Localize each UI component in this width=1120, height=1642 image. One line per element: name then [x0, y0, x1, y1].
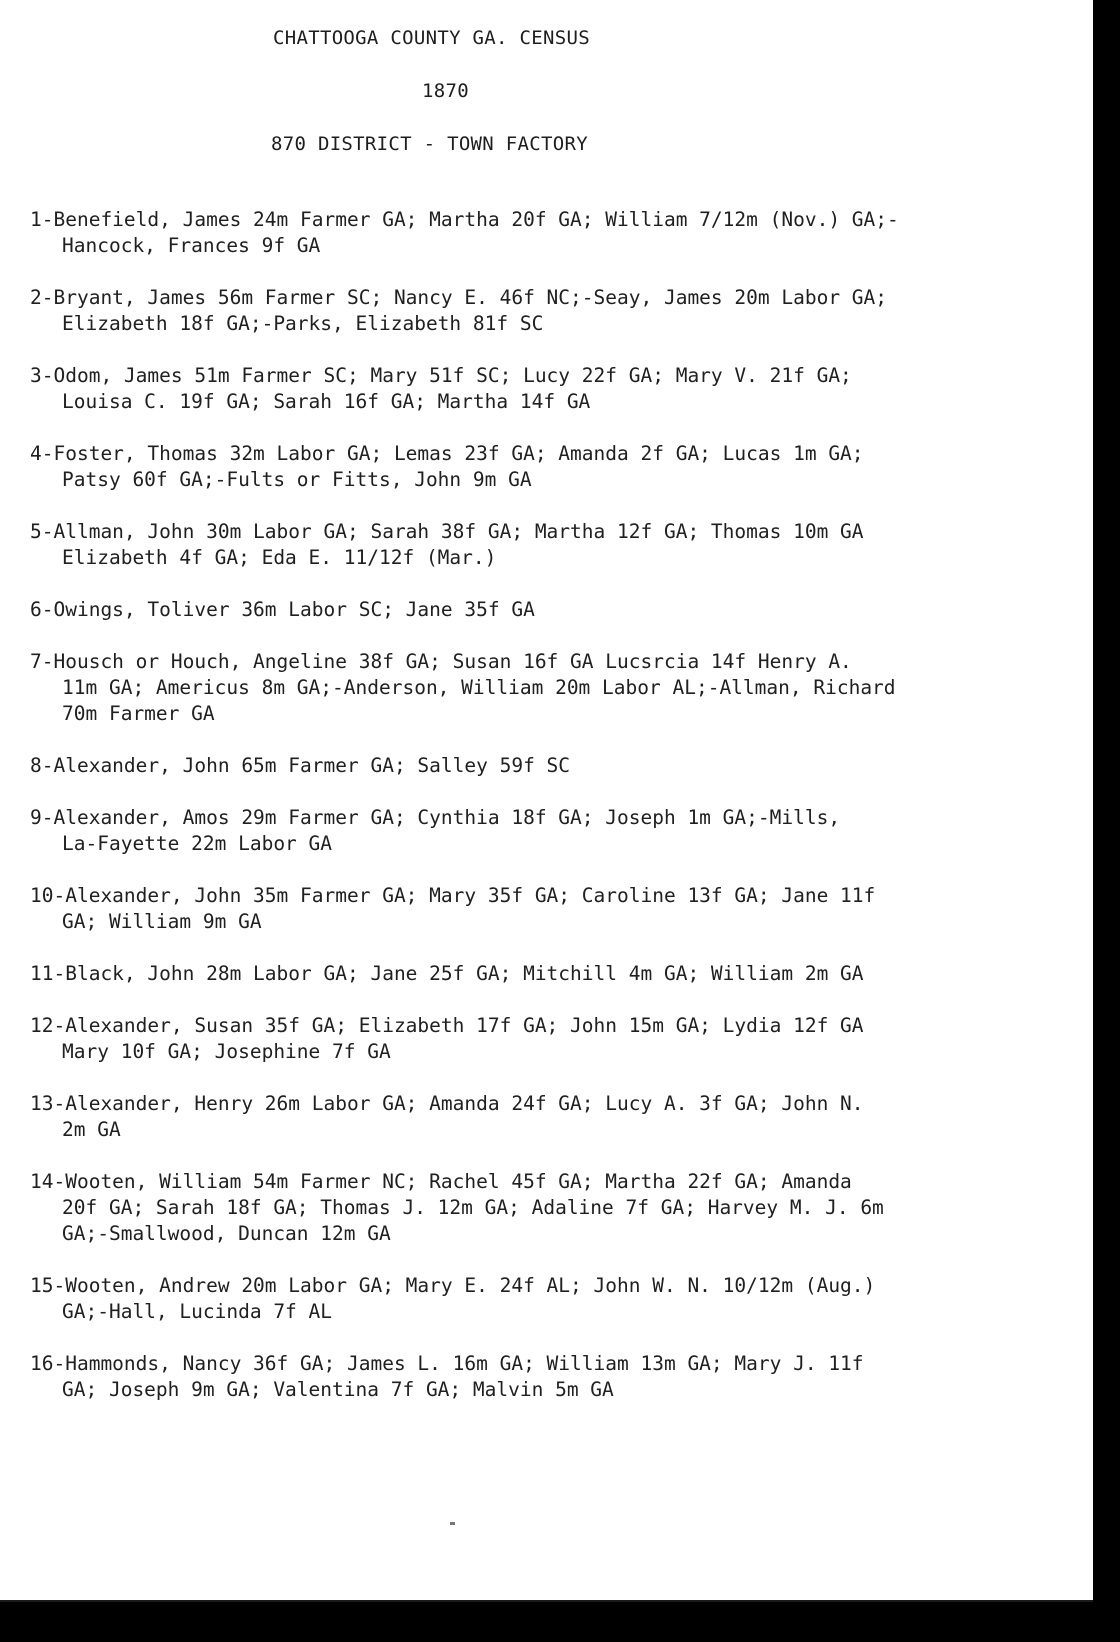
household-entry	[30, 883, 1070, 935]
page-bottom-edge	[0, 1600, 1093, 1602]
entry-first-line: 15-Wooten, Andrew 20m Labor GA; Mary E. 24f AL; John W. N. 10/12m (Aug.)	[30, 1274, 876, 1297]
household-entry	[30, 597, 1070, 623]
entry-first-line: 7-Housch or Houch, Angeline 38f GA; Susan 16f GA Lucsrcia 14f Henry A.	[30, 650, 852, 673]
entry-gap	[30, 1325, 1070, 1351]
entry-continuation-line: GA;-Hall, Lucinda 7f AL	[62, 1300, 333, 1323]
household-entry	[30, 1013, 1070, 1065]
household-entry	[30, 441, 1070, 493]
entry-first-line: 13-Alexander, Henry 26m Labor GA; Amanda 24f GA; Lucy A. 3f GA; John N.	[30, 1092, 864, 1115]
entry-continuation-line: Elizabeth 4f GA; Eda E. 11/12f (Mar.)	[62, 546, 497, 569]
entry-first-line: 9-Alexander, Amos 29m Farmer GA; Cynthia 18f GA; Joseph 1m GA;-Mills,	[30, 806, 841, 829]
entry-gap	[30, 259, 1070, 285]
household-entry	[30, 207, 1070, 259]
household-entry	[30, 961, 1070, 987]
household-entry	[30, 1351, 1070, 1403]
entry-first-line: 8-Alexander, John 65m Farmer GA; Salley 59f SC	[30, 754, 571, 777]
entry-gap	[30, 987, 1070, 1013]
entry-gap	[30, 1247, 1070, 1273]
household-entry	[30, 1169, 1070, 1247]
entry-continuation-line: Louisa C. 19f GA; Sarah 16f GA; Martha 14f GA	[62, 390, 591, 413]
entry-gap	[30, 1143, 1070, 1169]
entry-gap	[30, 623, 1070, 649]
household-entry	[30, 1273, 1070, 1325]
entry-gap	[30, 337, 1070, 363]
entry-first-line: 11-Black, John 28m Labor GA; Jane 25f GA; Mitchill 4m GA; William 2m GA	[30, 962, 864, 985]
entry-continuation-line: 70m Farmer GA	[62, 702, 215, 725]
household-entry	[30, 285, 1070, 337]
entry-gap	[30, 935, 1070, 961]
household-entry	[30, 363, 1070, 415]
entry-continuation-line: Patsy 60f GA;-Fults or Fitts, John 9m GA	[62, 468, 532, 491]
household-entry	[30, 649, 1070, 727]
entry-continuation-line: 20f GA; Sarah 18f GA; Thomas J. 12m GA; Adaline 7f GA; Harvey M. J. 6m	[62, 1196, 884, 1219]
scan-mark	[450, 1522, 455, 1525]
entry-continuation-line: Elizabeth 18f GA;-Parks, Elizabeth 81f SC	[62, 312, 544, 335]
entry-continuation-line: GA; William 9m GA	[62, 910, 262, 933]
entry-continuation-line: 11m GA; Americus 8m GA;-Anderson, William 20m Labor AL;-Allman, Richard	[62, 676, 896, 699]
entry-continuation-line: GA; Joseph 9m GA; Valentina 7f GA; Malvin 5m GA	[62, 1378, 614, 1401]
entry-continuation-line: 2m GA	[62, 1118, 121, 1141]
entry-continuation-line: Hancock, Frances 9f GA	[62, 234, 321, 257]
entry-first-line: 10-Alexander, John 35m Farmer GA; Mary 35f GA; Caroline 13f GA; Jane 11f	[30, 884, 876, 907]
entry-continuation-line: Mary 10f GA; Josephine 7f GA	[62, 1040, 391, 1063]
entry-continuation-line: La-Fayette 22m Labor GA	[62, 832, 333, 855]
district-heading: 870 DISTRICT - TOWN FACTORY	[271, 133, 588, 155]
entry-first-line: 12-Alexander, Susan 35f GA; Elizabeth 17f GA; John 15m GA; Lydia 12f GA	[30, 1014, 864, 1037]
household-entry	[30, 805, 1070, 857]
entry-gap	[30, 415, 1070, 441]
household-list	[30, 207, 1070, 1403]
entry-first-line: 1-Benefield, James 24m Farmer GA; Martha 20f GA; William 7/12m (Nov.) GA;-	[30, 208, 899, 231]
entry-first-line: 3-Odom, James 51m Farmer SC; Mary 51f SC; Lucy 22f GA; Mary V. 21f GA;	[30, 364, 852, 387]
entry-first-line: 16-Hammonds, Nancy 36f GA; James L. 16m GA; William 13m GA; Mary J. 11f	[30, 1352, 864, 1375]
entry-gap	[30, 493, 1070, 519]
page-title: CHATTOOGA COUNTY GA. CENSUS	[273, 27, 590, 49]
entry-first-line: 2-Bryant, James 56m Farmer SC; Nancy E. 46f NC;-Seay, James 20m Labor GA;	[30, 286, 888, 309]
entry-gap	[30, 857, 1070, 883]
entry-gap	[30, 1065, 1070, 1091]
household-entry	[30, 519, 1070, 571]
entry-first-line: 6-Owings, Toliver 36m Labor SC; Jane 35f GA	[30, 598, 535, 621]
household-entry	[30, 753, 1070, 779]
entry-first-line: 14-Wooten, William 54m Farmer NC; Rachel 45f GA; Martha 22f GA; Amanda	[30, 1170, 852, 1193]
entry-gap	[30, 571, 1070, 597]
entry-first-line: 4-Foster, Thomas 32m Labor GA; Lemas 23f GA; Amanda 2f GA; Lucas 1m GA;	[30, 442, 864, 465]
entry-first-line: 5-Allman, John 30m Labor GA; Sarah 38f GA; Martha 12f GA; Thomas 10m GA	[30, 520, 864, 543]
entry-gap	[30, 727, 1070, 753]
entry-gap	[30, 779, 1070, 805]
entry-continuation-line: GA;-Smallwood, Duncan 12m GA	[62, 1222, 391, 1245]
household-entry	[30, 1091, 1070, 1143]
census-year: 1870	[422, 80, 469, 102]
